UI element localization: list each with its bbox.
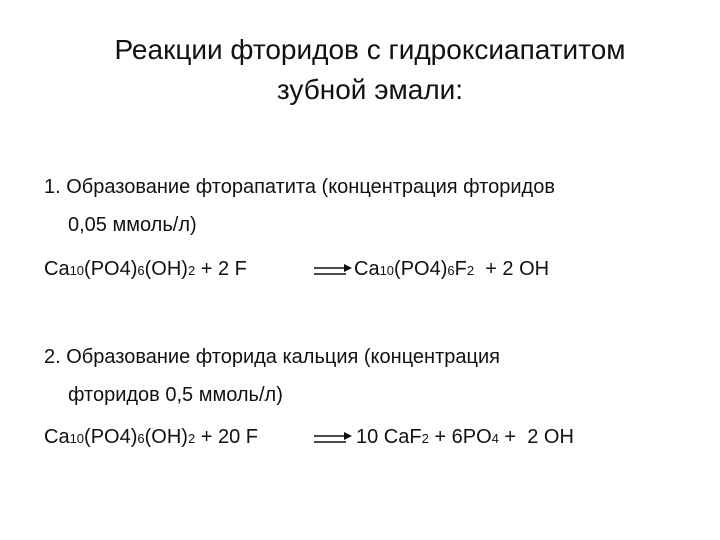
equation-2-products: 10 CaF2 + 6PO4 + 2 OH xyxy=(356,426,574,448)
item-1-line-1: 1. Образование фторапатита (концентрация фторидов xyxy=(44,176,555,198)
item-fluorapatite xyxy=(44,168,684,244)
equation-1 xyxy=(44,258,704,288)
item-2-line-1: 2. Образование фторида кальция (концентрация xyxy=(44,346,500,368)
slide-title xyxy=(60,30,680,110)
reaction-arrow-icon xyxy=(312,432,352,448)
equation-2 xyxy=(44,426,704,456)
item-calcium-fluoride xyxy=(44,338,684,414)
equation-1-products: Ca10(PO4)6F2 + 2 OH xyxy=(354,258,550,280)
reaction-arrow-icon xyxy=(312,264,352,280)
item-2-line-2: фторидов 0,5 ммоль/л) xyxy=(68,384,283,406)
item-1-line-2: 0,05 ммоль/л) xyxy=(68,214,197,236)
equation-1-reactants: Ca10(PO4)6(OH)2 + 2 F xyxy=(44,258,247,280)
title-line-2: зубной эмали: xyxy=(276,74,464,105)
equation-2-reactants: Ca10(PO4)6(OH)2 + 20 F xyxy=(44,426,258,448)
title-line-1: Реакции фторидов с гидроксиапатитом xyxy=(114,34,626,65)
